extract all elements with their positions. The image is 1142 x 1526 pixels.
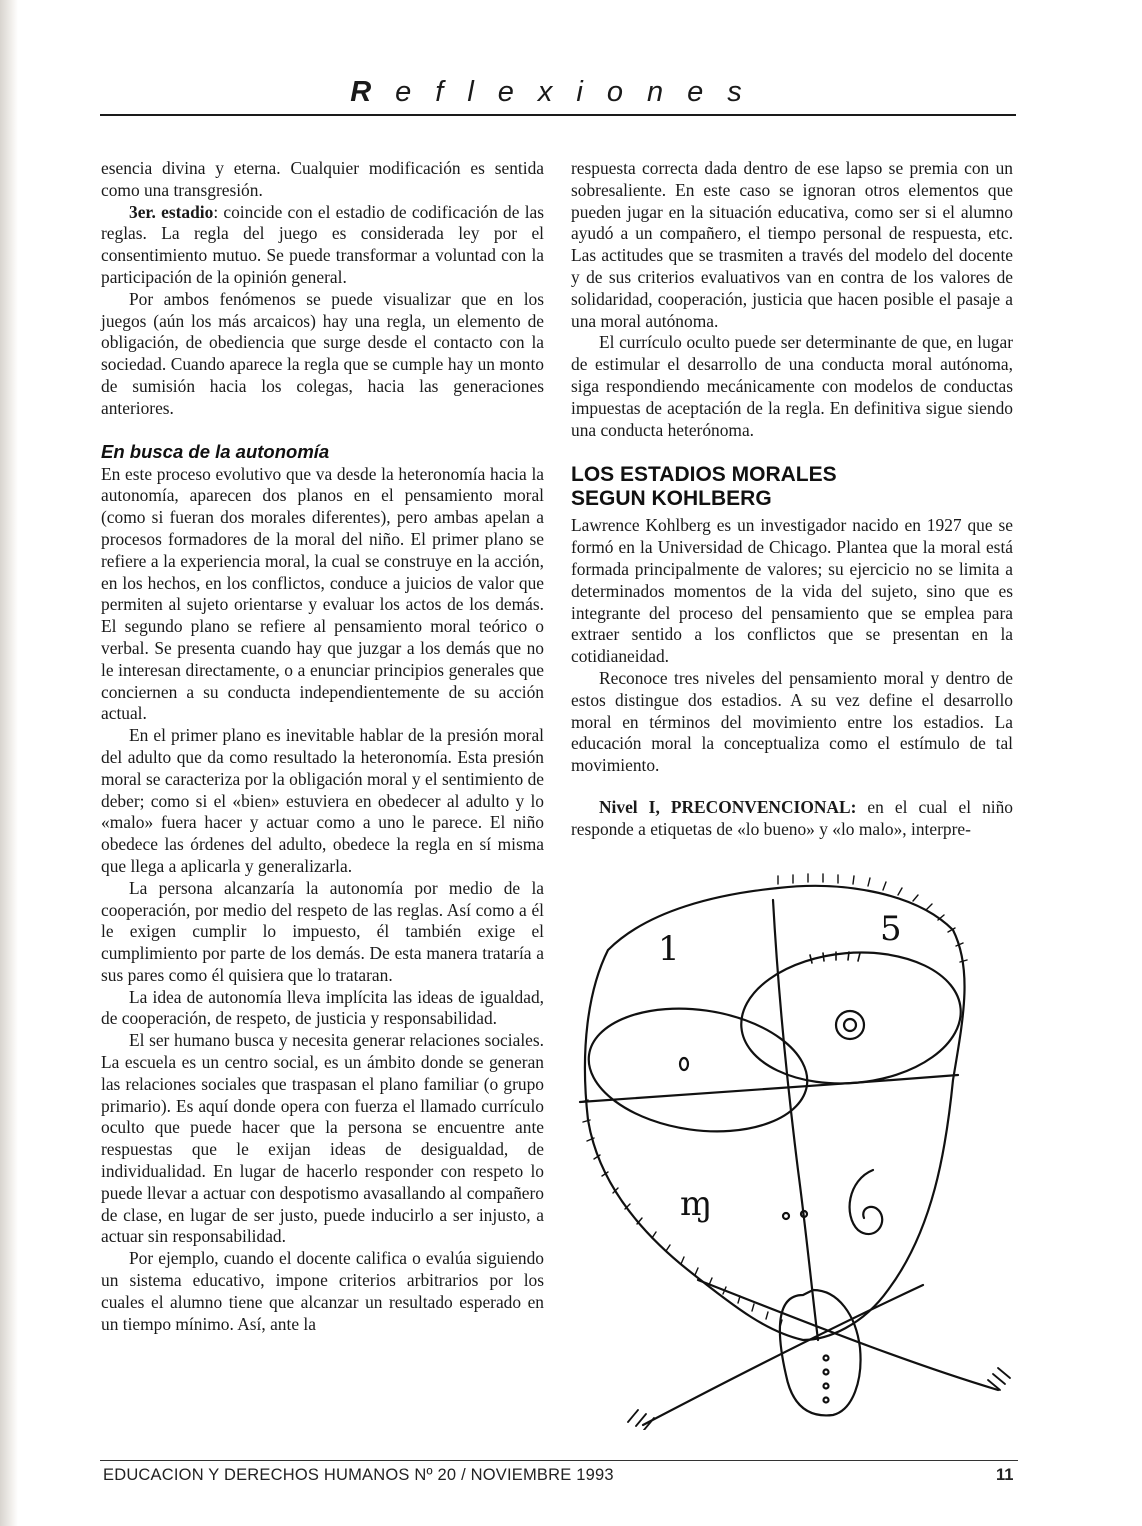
stage-label: 3er. estadio <box>129 201 214 222</box>
right-hand-strokes <box>988 1368 1010 1390</box>
paragraph: Por ejemplo, cuando el docente califica o evalúa siguiendo un sistema educativo, impone criterios arbitrarios por los cuales el alumno tiene que alcanzar un resultado esperado en un tiempo mínimo. Así, ante la <box>101 1248 544 1334</box>
eye-circle-inner <box>844 1019 856 1031</box>
section-header-rest: eflexiones <box>395 76 766 108</box>
drawing-mark-five: 5 <box>880 909 902 949</box>
paragraph: El ser humano busca y necesita generar relaciones sociales. La escuela es un centro social, es un ámbito donde se generan las relaciones sociales que traspasan el plano familiar (o grupo primario). Es aquí donde opera con fuerza el llamado currículo oculto que puede hacer que la persona se encuentre ante respuestas que le exijan ideas de desigualdad, de individualidad. En lugar de hacerlo responder con respeto lo puede llevar a actuar con despotismo avasallando al compañero de clase, en lugar de ser justo, puede inducirlo a ser injusto, a actuar sin responsabilidad. <box>101 1030 544 1247</box>
drawing-mark-m: ɱ <box>680 1184 713 1224</box>
page-number: 11 <box>996 1466 1014 1484</box>
horizontal-line <box>580 1075 958 1102</box>
button-dot <box>824 1370 829 1375</box>
section-heading-line2: SEGUN KOHLBERG <box>571 487 772 511</box>
drawing-mark-one: 1 <box>658 929 680 969</box>
face-line-drawing <box>568 870 1018 1430</box>
curl-mark <box>850 1170 883 1234</box>
left-hand-strokes <box>628 1410 654 1430</box>
paragraph-text: en el cual el niño responde a etiquetas de «lo bueno» y «lo malo», interpre- <box>571 796 1013 839</box>
paragraph: En este proceso evolutivo que va desde la heteronomía hacia la autonomía, aparecen dos planos en el pensamiento moral (como si fueran dos morales diferentes), pero ambas apelan a procesos formadores de la moral del niño. El primer plano se refiere a la experiencia moral, la cual se construye en la acción, en los hechos, en los conflictos, conduce a juicios de valor que permiten al sujeto orientarse y evaluar los actos de los demás. El segundo plano se refiere al pensamiento moral teórico o verbal. Se presenta cuando hay que juzgar a los demás que no le interesan directamente, o a enunciar principios generales que conciernen a su conducta independientemente de su acción actual. <box>101 463 544 724</box>
paragraph: Lawrence Kohlberg es un investigador nacido en 1927 que se formó en la Universidad de Chicago. Plantea que la moral está formada principalmente de valores; su ejercicio no se limita a determinados momentos de la vida del sujeto, sino que es integrante del proceso del pensamiento que se emplea para extraer sentido a los conflictos que se presentan en la cotidianeidad. <box>571 515 1013 667</box>
section-heading-line1: LOS ESTADIOS MORALES <box>571 463 837 487</box>
header-rule <box>100 114 1016 116</box>
nose-dot <box>783 1213 789 1219</box>
paragraph: El currículo oculto puede ser determinante de que, en lugar de estimular el desarrollo de una conducta moral autónoma, siga respondiendo mecánicamente con modelos de conductas impuestas de aceptación de la regla. En definitiva sigue siendo una conducta heterónoma. <box>571 332 1013 440</box>
paragraph: Por ambos fenómenos se puede visualizar que en los juegos (aún los más arcaicos) hay una regla, un elemento de obligación, de obediencia que surge desde el contacto con la sociedad. Cuando aparece la regla que se cumple hay un monto de sumisión hacia los colegas, hacia las generaciones anteriores. <box>101 288 544 418</box>
paragraph: La persona alcanzaría la autonomía por medio de la cooperación, por medio del respeto de las reglas. Así como a él le exigen cumplir lo impuesto, él también exige el cumplimiento por parte de los demás. De esta manera trataría a sus pares como él quisiera que lo trataran. <box>101 877 544 985</box>
button-dot <box>824 1398 829 1403</box>
section-heading <box>571 463 1013 511</box>
chin-shape <box>780 1290 861 1415</box>
right-column <box>571 158 1013 841</box>
level-label: Nivel I, PRECONVENCIONAL: <box>599 796 857 817</box>
head-ticks <box>581 874 967 1327</box>
button-dot <box>824 1356 829 1361</box>
page-fold-shadow <box>0 0 18 1526</box>
small-oval <box>680 1058 688 1070</box>
paragraph <box>101 202 544 289</box>
lower-ellipse <box>581 995 816 1144</box>
center-line <box>773 900 818 1340</box>
button-dot <box>824 1384 829 1389</box>
paragraph: La idea de autonomía lleva implícita las ideas de igualdad, de cooperación, de respeto, de justicia y responsabilidad. <box>101 986 544 1029</box>
paragraph <box>571 797 1013 841</box>
subheading: En busca de la autonomía <box>101 440 330 462</box>
paragraph: Reconoce tres niveles del pensamiento moral y dentro de estos distingue dos estadios. A su vez define el desarrollo moral en términos del movimiento entre los estadios. La educación moral la conceptualiza como el estímulo de tal movimiento. <box>571 667 1013 776</box>
section-header-initial: R <box>350 76 396 108</box>
paragraph: En el primer plano es inevitable hablar de la presión moral del adulto que da como resultado la heteronomía. Esta presión moral se caracteriza por la obligación moral y el sentimiento de deber; como si el «bien» estuviera en obedecer al adulto y lo «malo» fuera hacer y actuar como a uno le parece. El niño obedece las órdenes del adulto, obedece la regla en sí misma que llega a aplicarla y generalizarla. <box>101 725 544 876</box>
footer-rule <box>100 1460 1018 1461</box>
paragraph: esencia divina y eterna. Cualquier modificación es sentida como una transgresión. <box>101 158 544 200</box>
spacer <box>571 777 1013 797</box>
eye-circle-outer <box>836 1011 864 1039</box>
paragraph-text: : coincide con el estadio de codificación de las reglas. La regla del juego es considerada ley por el consentimiento mutuo. Se puede transformar a voluntad con la participación de la opinión general. <box>101 201 545 287</box>
section-header <box>100 72 1016 112</box>
head-outline <box>585 886 965 1340</box>
paragraph: respuesta correcta dada dentro de ese lapso se premia con un sobresaliente. En este caso se ignoran otros elementos que pueden jugar en la situación educativa, como ser si el alumno ayudó a un compañero, el tiempo personal de respuesta, etc. Las actitudes que se trasmiten a través del modelo del docente y de sus criterios evaluativos van en contra de los valores de solidaridad, cooperación, justicia que hacen posible el pasaje a una moral autónoma. <box>571 158 1013 331</box>
footer-publication: EDUCACION Y DERECHOS HUMANOS Nº 20 / NOVIEMBRE 1993 <box>103 1466 614 1484</box>
left-column <box>101 158 544 1335</box>
